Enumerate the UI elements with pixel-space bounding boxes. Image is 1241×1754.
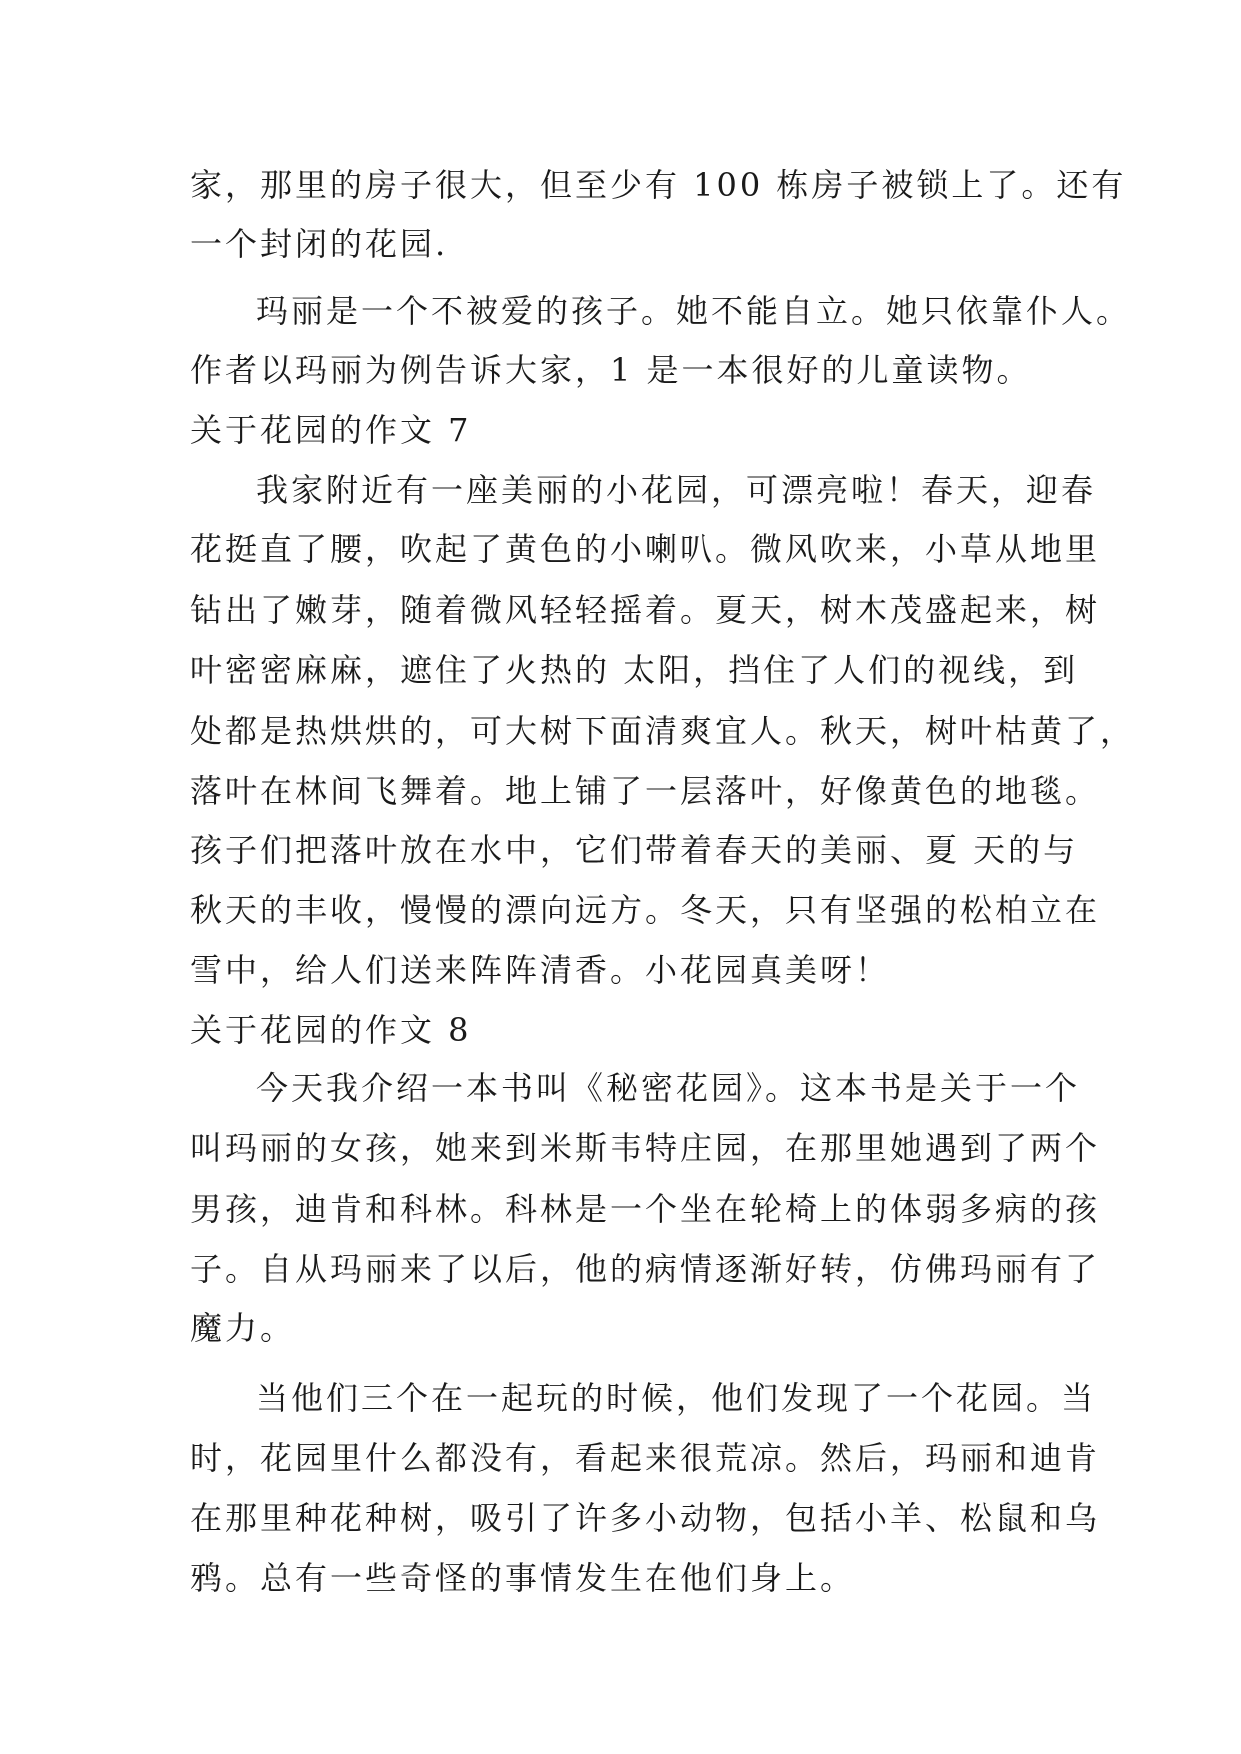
text-line: 秋天的丰收，慢慢的漂向远方。冬天，只有坚强的松柏立在 (190, 891, 1101, 929)
paragraph-start-line: 我家附近有一座美丽的小花园，可漂亮啦！春天，迎春 (256, 471, 1097, 509)
text-line: 落叶在林间飞舞着。地上铺了一层落叶，好像黄色的地毯。 (190, 772, 1101, 810)
text-line: 魔力。 (190, 1309, 296, 1347)
text-line: 钻出了嫩芽，随着微风轻轻摇着。夏天，树木茂盛起来，树 (190, 591, 1101, 629)
text-line: 孩子们把落叶放在水中，它们带着春天的美丽、夏 天的与 (190, 831, 1079, 869)
text-line: 叫玛丽的女孩，她来到米斯韦特庄园，在那里她遇到了两个 (190, 1129, 1101, 1167)
text-line: 在那里种花种树，吸引了许多小动物，包括小羊、松鼠和乌 (190, 1499, 1101, 1537)
text-line: 男孩，迪肯和科林。科林是一个坐在轮椅上的体弱多病的孩 (190, 1190, 1101, 1228)
text-line: 一个封闭的花园. (190, 225, 449, 263)
text-line: 作者以玛丽为例告诉大家，1 是一本很好的儿童读物。 (190, 351, 1032, 389)
paragraph-start-line: 玛丽是一个不被爱的孩子。她不能自立。她只依靠仆人。 (256, 292, 1132, 330)
text-line: 时，花园里什么都没有，看起来很荒凉。然后，玛丽和迪肯 (190, 1439, 1101, 1477)
text-line: 家，那里的房子很大，但至少有 100 栋房子被锁上了。还有 (190, 166, 1127, 204)
text-line: 处都是热烘烘的，可大树下面清爽宜人。秋天，树叶枯黄了， (190, 712, 1136, 750)
section-heading: 关于花园的作文 7 (190, 411, 472, 449)
text-line: 子。自从玛丽来了以后，他的病情逐渐好转，仿佛玛丽有了 (190, 1250, 1101, 1288)
text-line: 花挺直了腰，吹起了黄色的小喇叭。微风吹来，小草从地里 (190, 530, 1101, 568)
paragraph-start-line: 今天我介绍一本书叫《秘密花园》。这本书是关于一个 (256, 1069, 1081, 1107)
paragraph-start-line: 当他们三个在一起玩的时候，他们发现了一个花园。当 (256, 1379, 1097, 1417)
section-heading: 关于花园的作文 8 (190, 1011, 472, 1049)
text-line: 鸦。总有一些奇怪的事情发生在他们身上。 (190, 1559, 856, 1597)
text-line: 雪中，给人们送来阵阵清香。小花园真美呀！ (190, 951, 891, 989)
text-line: 叶密密麻麻，遮住了火热的 太阳，挡住了人们的视线，到 (190, 651, 1079, 689)
